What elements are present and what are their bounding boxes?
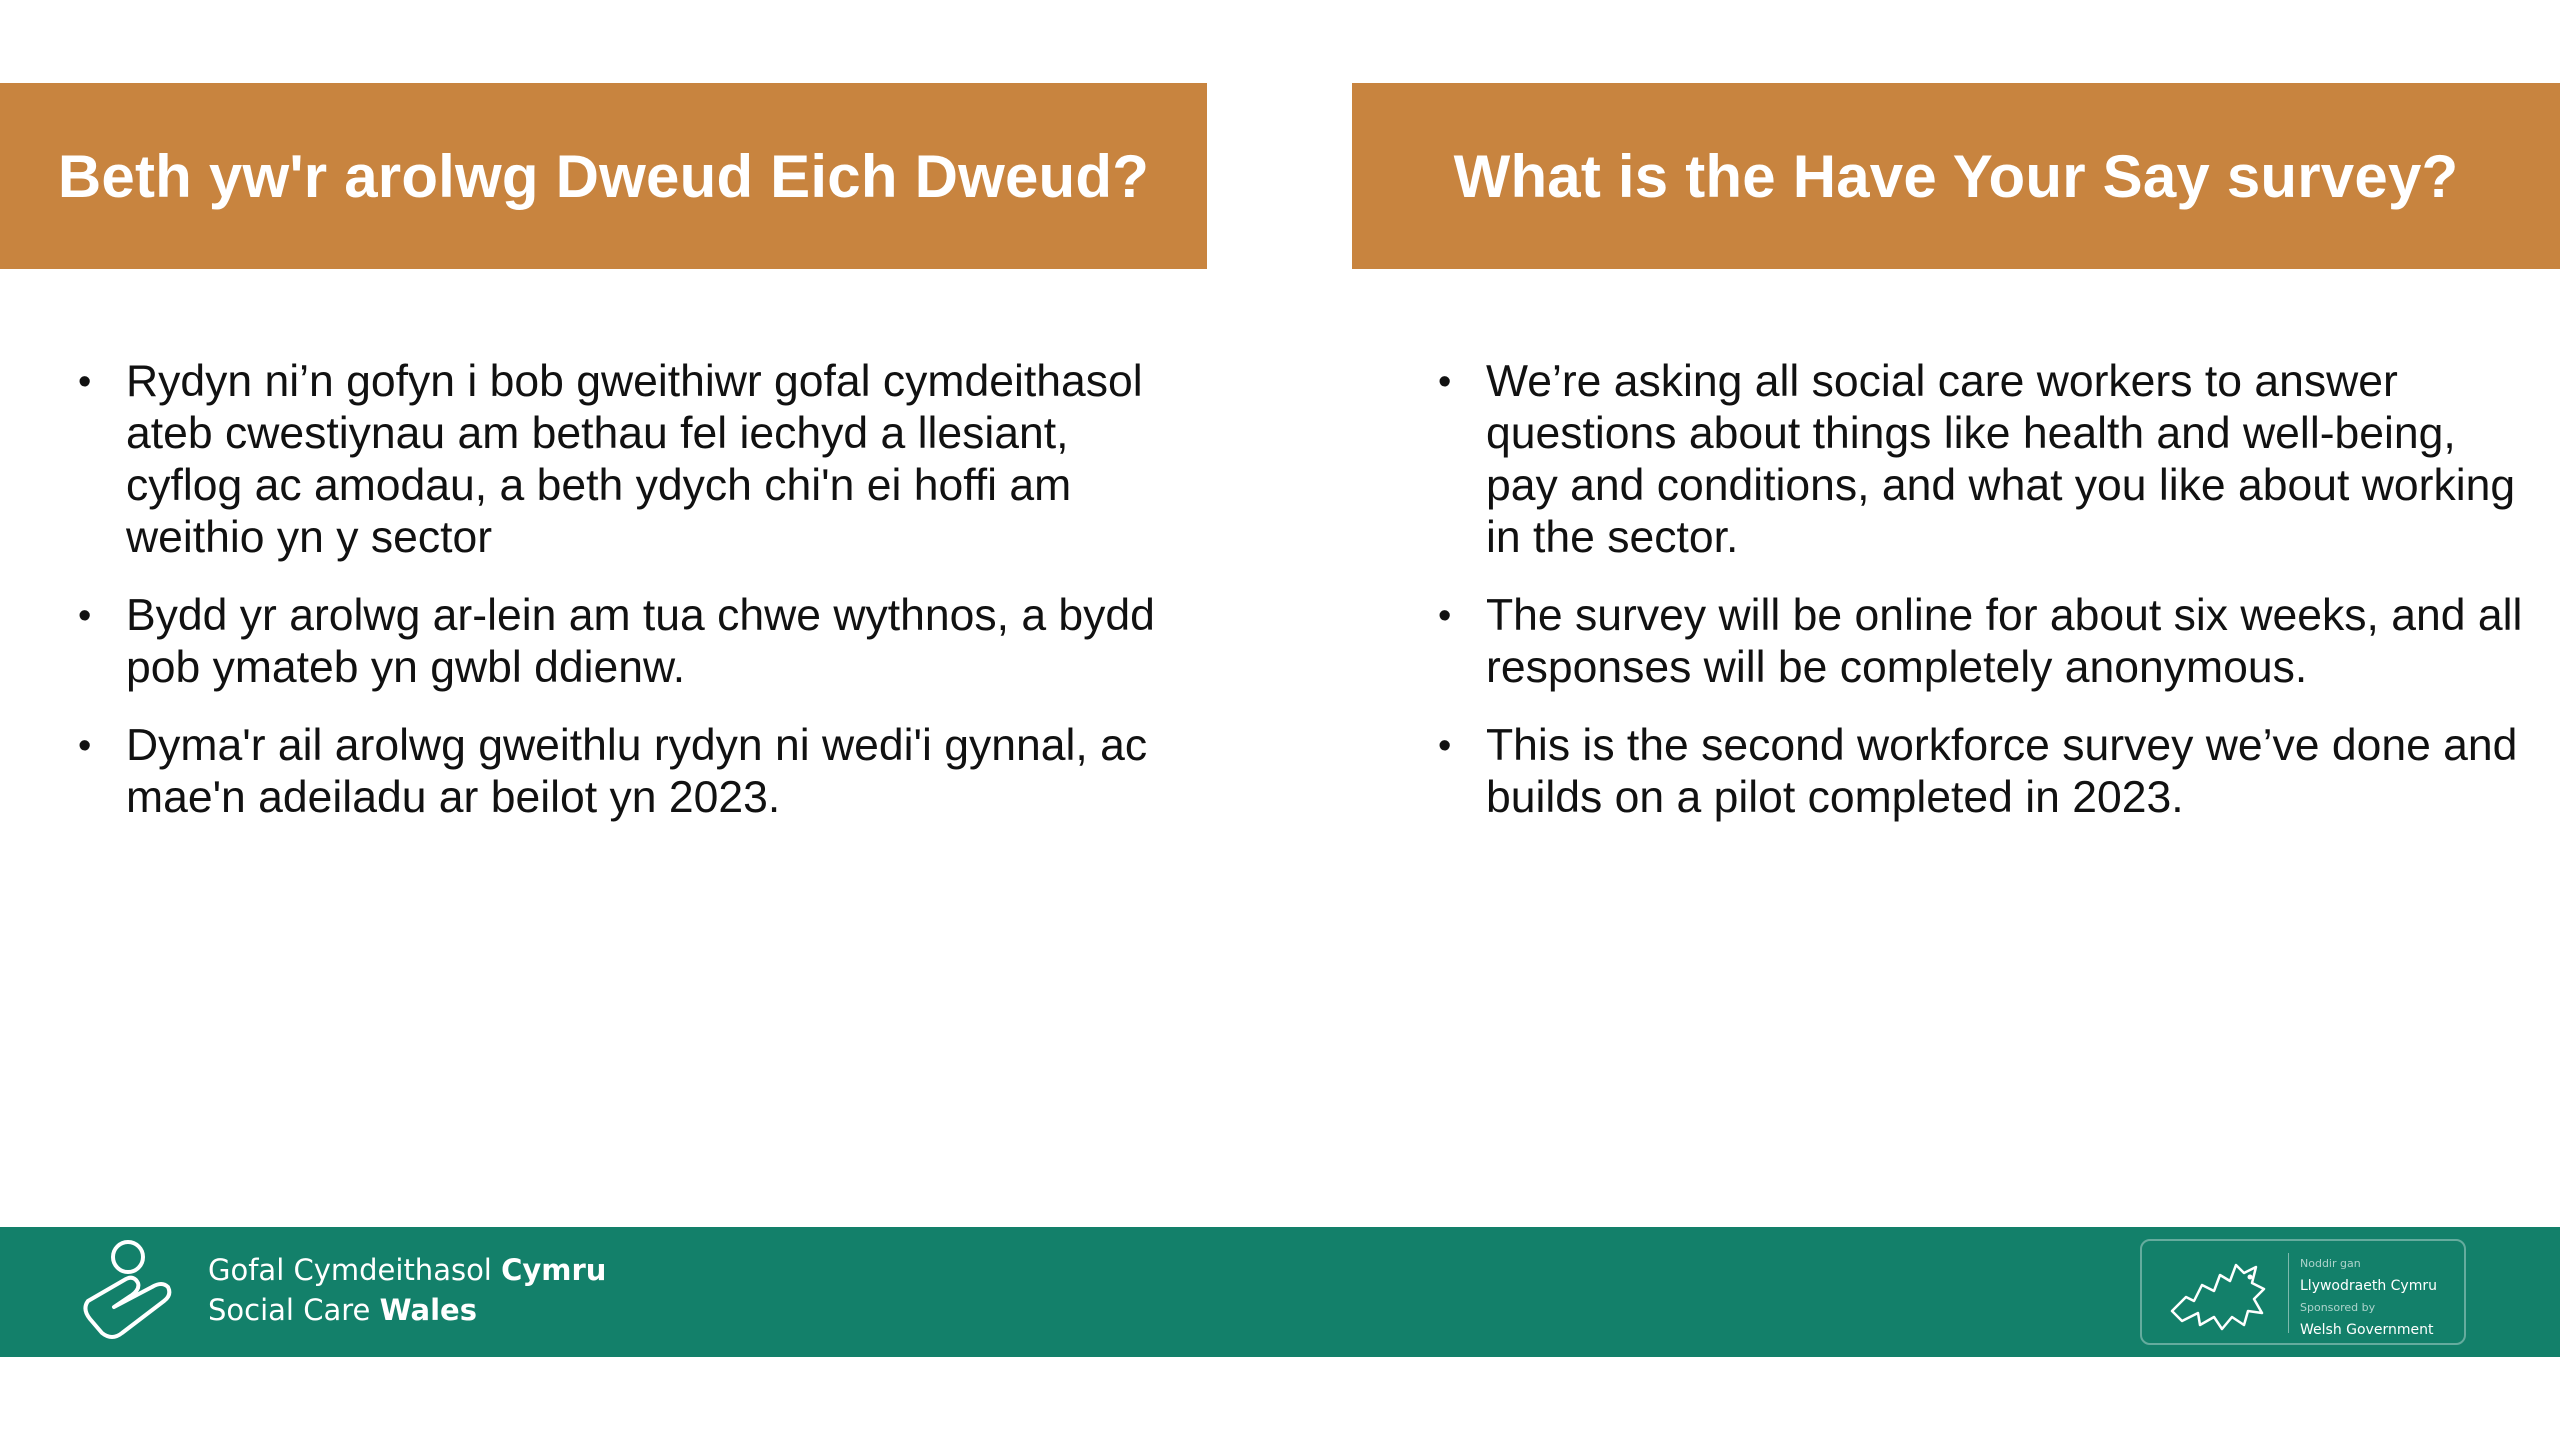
gov-sponsor-english-label: Sponsored by	[2300, 1301, 2376, 1314]
social-care-wales-logo-icon	[82, 1237, 194, 1347]
footer-bar	[0, 1227, 2560, 1357]
gov-divider	[2288, 1253, 2289, 1333]
right-title: What is the Have Your Say survey?	[1453, 142, 2459, 210]
bullet-icon: •	[78, 725, 92, 767]
bullet-text: The survey will be online for about six weeks, and all responses will be completely anonymous.	[1486, 591, 2523, 692]
bullet-icon: •	[78, 361, 92, 403]
left-bullet-list	[74, 356, 1164, 850]
brand-name	[208, 1250, 606, 1330]
list-item	[1434, 720, 2524, 824]
left-title: Beth yw'r arolwg Dweud Eich Dweud?	[57, 142, 1150, 210]
bullet-text: Dyma'r ail arolwg gweithlu rydyn ni wedi'i gynnal, ac mae'n adeiladu ar beilot yn 2023.	[126, 721, 1148, 822]
gov-name-english: Welsh Government	[2300, 1322, 2434, 1338]
bullet-text: Bydd yr arolwg ar-lein am tua chwe wythnos, a bydd pob ymateb yn gwbl ddienw.	[126, 591, 1155, 692]
bullet-icon: •	[1438, 595, 1452, 637]
bullet-text: We’re asking all social care workers to answer questions about things like health and well-being, pay and conditions, and what you like about working in the sector.	[1486, 357, 2516, 562]
welsh-dragon-icon	[2164, 1251, 2274, 1337]
welsh-government-logo	[2140, 1239, 2466, 1345]
brand-line-english: Social Care Wales	[208, 1293, 477, 1327]
gov-sponsor-welsh-label: Noddir gan	[2300, 1257, 2361, 1270]
bullet-icon: •	[78, 595, 92, 637]
list-item	[74, 356, 1164, 564]
left-title-bar	[0, 83, 1207, 269]
bullet-text: Rydyn ni’n gofyn i bob gweithiwr gofal cymdeithasol ateb cwestiynau am bethau fel iechyd a llesiant, cyflog ac amodau, a beth ydych chi'n ei hoffi am weithio yn y sector	[126, 357, 1143, 562]
gov-sponsor-text	[2300, 1253, 2437, 1341]
list-item	[1434, 356, 2524, 564]
list-item	[74, 590, 1164, 694]
bullet-icon: •	[1438, 725, 1452, 767]
gov-name-welsh: Llywodraeth Cymru	[2300, 1278, 2437, 1294]
bullet-text: This is the second workforce survey we’ve done and builds on a pilot completed in 2023.	[1486, 721, 2518, 822]
right-title-bar	[1352, 83, 2560, 269]
brand-line-welsh: Gofal Cymdeithasol Cymru	[208, 1253, 607, 1287]
right-bullet-list	[1434, 356, 2524, 850]
list-item	[74, 720, 1164, 824]
list-item	[1434, 590, 2524, 694]
bullet-icon: •	[1438, 361, 1452, 403]
